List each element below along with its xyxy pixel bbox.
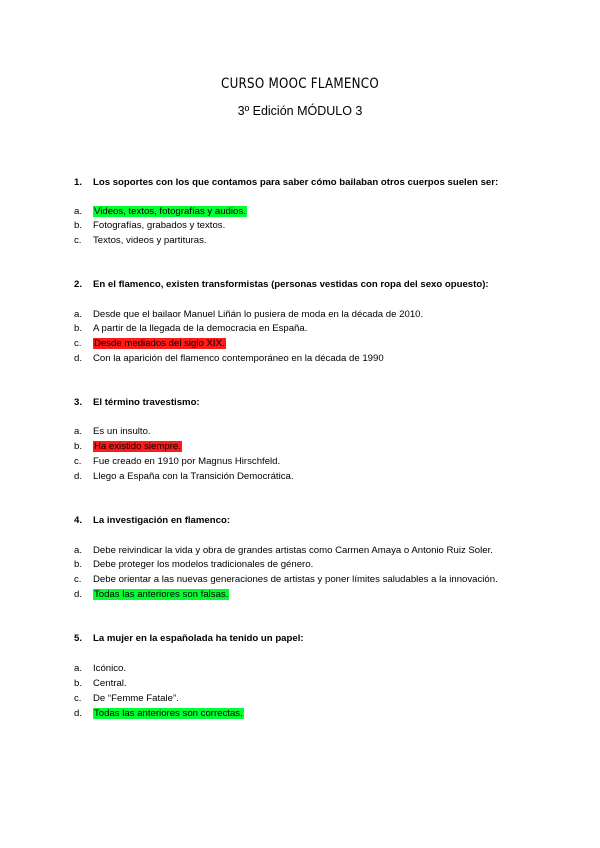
option-letter: b.: [74, 441, 83, 452]
question-number: 2.: [74, 279, 83, 290]
option-text: Debe orientar a las nuevas generaciones de artistas y poner límites saludables a la innovación.: [93, 574, 498, 585]
question-number: 3.: [74, 397, 83, 408]
question-2-option-b: [74, 322, 544, 335]
option-letter: b.: [74, 220, 83, 231]
document-title: CURSO MOOC FLAMENCO: [221, 76, 379, 92]
question-4-option-c: [74, 573, 544, 586]
option-letter: a.: [74, 426, 83, 437]
option-text: Desde que el bailaor Manuel Liñán lo pusiera de moda en la década de 2010.: [93, 309, 424, 320]
question-5: [74, 633, 534, 644]
option-text: Textos, videos y partituras.: [93, 235, 207, 246]
option-text-highlighted-correct: Videos, textos, fotografías y audios.: [94, 206, 246, 217]
option-letter: c.: [74, 338, 82, 349]
question-1-option-a: [74, 205, 544, 218]
option-letter: a.: [74, 663, 83, 674]
question-2-option-a: [74, 308, 544, 321]
option-text: Es un insulto.: [93, 426, 151, 437]
question-2-option-c: [74, 337, 544, 350]
question-4: [74, 515, 534, 526]
option-text: Con la aparición del flamenco contemporáneo en la década de 1990: [93, 353, 384, 364]
option-text: Central.: [93, 678, 127, 689]
option-text-highlighted-wrong: Desde mediados del siglo XIX.: [94, 338, 225, 349]
option-letter: a.: [74, 206, 83, 217]
question-3-option-d: [74, 470, 544, 483]
option-text-highlighted-correct: Todas las anteriores son correctas.: [94, 708, 243, 719]
document-subtitle: 3º Edición MÓDULO 3: [237, 104, 363, 118]
option-letter: d.: [74, 471, 83, 482]
option-letter: b.: [74, 559, 83, 570]
question-1: [74, 177, 534, 188]
option-text: Fue creado en 1910 por Magnus Hirschfeld.: [93, 456, 281, 467]
question-2-option-d: [74, 352, 544, 365]
question-3-option-b: [74, 440, 544, 453]
option-letter: a.: [74, 309, 83, 320]
question-text: El término travestismo:: [93, 397, 200, 408]
option-text: De “Femme Fatale”.: [93, 693, 179, 704]
question-4-option-d: [74, 588, 544, 601]
question-5-option-d: [74, 707, 544, 720]
question-text: Los soportes con los que contamos para saber cómo bailaban otros cuerpos suelen ser:: [93, 177, 499, 188]
question-number: 1.: [74, 177, 83, 188]
option-letter: d.: [74, 353, 83, 364]
option-letter: b.: [74, 678, 83, 689]
question-text: La mujer en la españolada ha tenido un papel:: [93, 633, 304, 644]
option-letter: c.: [74, 456, 82, 467]
option-text-highlighted-correct: Todas las anteriores son falsas.: [94, 589, 229, 600]
option-letter: c.: [74, 574, 82, 585]
option-text: Debe reivindicar la vida y obra de grandes artistas como Carmen Amaya o Antonio Ruiz Soler.: [93, 545, 493, 556]
question-3-option-a: [74, 425, 544, 438]
option-letter: d.: [74, 708, 83, 719]
question-number: 5.: [74, 633, 83, 644]
question-3: [74, 397, 534, 408]
question-1-option-b: [74, 219, 544, 232]
option-letter: c.: [74, 693, 82, 704]
option-text: Fotografías, grabados y textos.: [93, 220, 226, 231]
question-4-option-a: [74, 544, 544, 557]
option-text: Icónico.: [93, 663, 127, 674]
option-text-highlighted-wrong: Ha existido siempre.: [94, 441, 181, 452]
option-text: Llego a España con la Transición Democrática.: [93, 471, 294, 482]
question-3-option-c: [74, 455, 544, 468]
option-letter: b.: [74, 323, 83, 334]
question-5-option-a: [74, 662, 544, 675]
option-letter: d.: [74, 589, 83, 600]
option-letter: a.: [74, 545, 83, 556]
option-text: Debe proteger los modelos tradicionales de género.: [93, 559, 314, 570]
question-5-option-c: [74, 692, 544, 705]
option-text: A partir de la llegada de la democracia en España.: [93, 323, 308, 334]
question-5-option-b: [74, 677, 544, 690]
question-number: 4.: [74, 515, 83, 526]
question-2: [74, 279, 534, 290]
question-4-option-b: [74, 558, 544, 571]
question-text: La investigación en flamenco:: [93, 515, 231, 526]
option-letter: c.: [74, 235, 82, 246]
question-text: En el flamenco, existen transformistas (personas vestidas con ropa del sexo opuesto):: [93, 279, 489, 290]
question-1-option-c: [74, 234, 544, 247]
